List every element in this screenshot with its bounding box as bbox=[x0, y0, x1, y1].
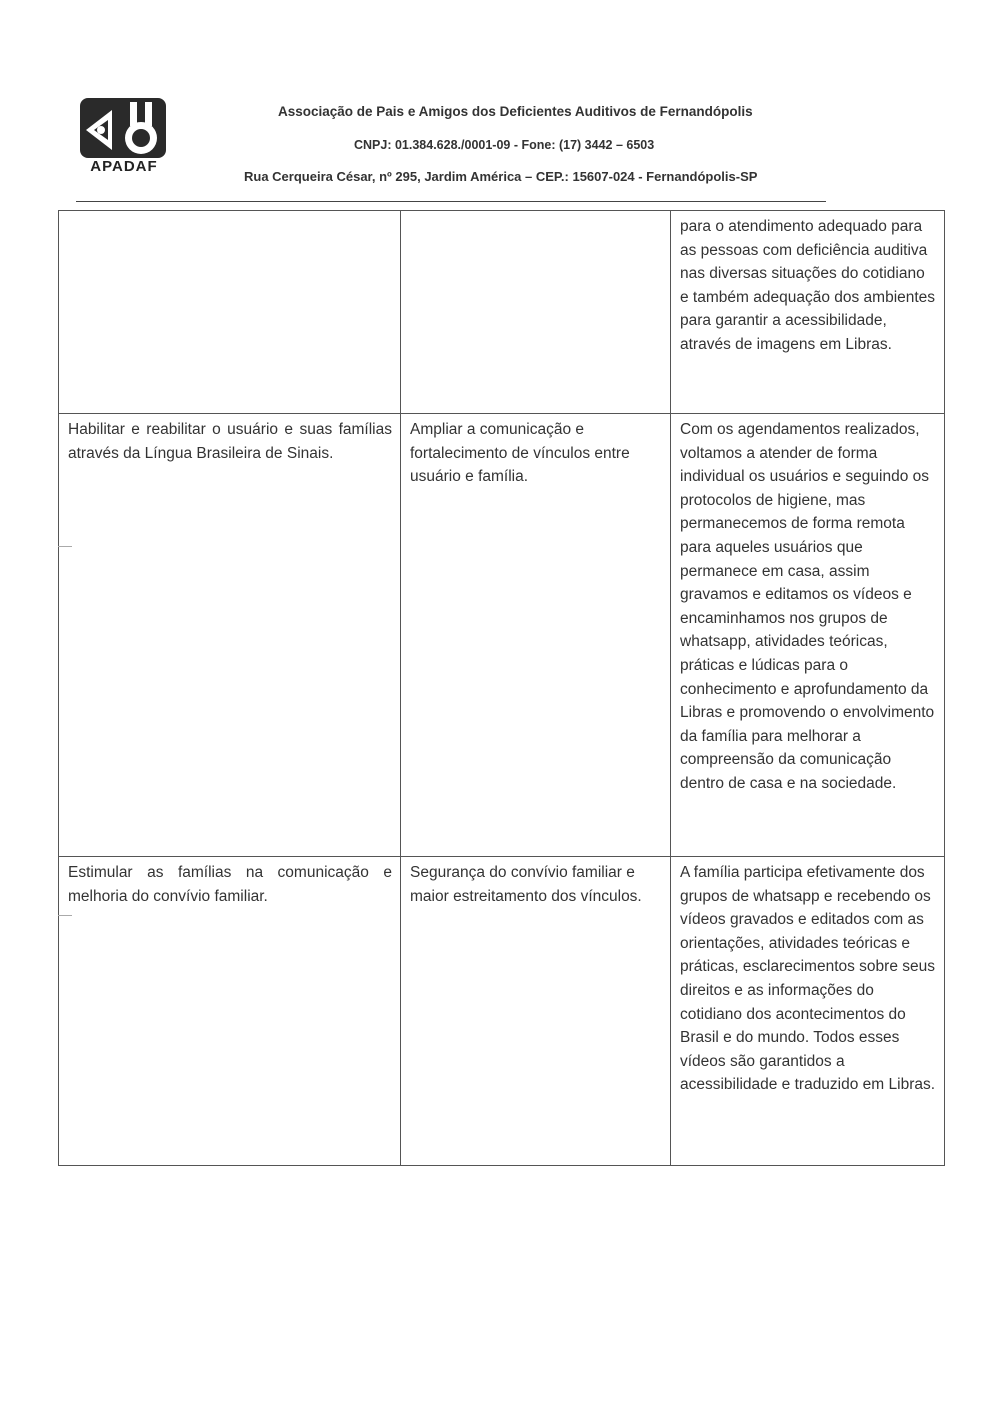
cnpj-phone: CNPJ: 01.384.628./0001-09 - Fone: (17) 3442 – 6503 bbox=[354, 138, 655, 152]
result-text: Ampliar a comunicação e fortalecimento de vínculos entre usuário e família. bbox=[410, 421, 630, 486]
scan-punch-mark bbox=[58, 546, 72, 547]
description-cell bbox=[671, 414, 945, 857]
table-row bbox=[59, 211, 945, 414]
description-text: para o atendimento adequado para as pessoas com deficiência auditiva nas diversas situações do cotidiano e também adequação dos ambientes para garantir a acessibilidade, através de imagens em Libras. bbox=[680, 218, 936, 353]
letterhead bbox=[0, 0, 992, 210]
organization-name: Associação de Pais e Amigos dos Deficientes Auditivos de Fernandópolis bbox=[278, 104, 753, 119]
scan-punch-mark bbox=[58, 915, 72, 916]
apadaf-logo-mark bbox=[78, 96, 170, 160]
table-row bbox=[59, 414, 945, 857]
objective-text: Estimular as famílias na comunicação e melhoria do convívio familiar. bbox=[68, 864, 392, 905]
address: Rua Cerqueira César, nº 295, Jardim América – CEP.: 15607-024 - Fernandópolis-SP bbox=[244, 169, 758, 184]
activities-table bbox=[58, 210, 945, 1166]
description-text: A família participa efetivamente dos grupos de whatsapp e recebendo os vídeos gravados e editados com as orientações, atividades teóricas e práticas, esclarecimentos sobre seus direitos e as informações do cotidiano dos acontecimentos do Brasil e do mundo. Todos esses vídeos são garantidos a acessibilidade e traduzido em Libras. bbox=[680, 864, 936, 1094]
table-row bbox=[59, 857, 945, 1166]
logo-wordmark: APADAF bbox=[90, 158, 158, 175]
result-cell bbox=[401, 211, 671, 414]
objective-cell bbox=[59, 857, 401, 1166]
description-text: Com os agendamentos realizados, voltamos a atender de forma individual os usuários e seguindo os protocolos de higiene, mas permanecemos de forma remota para aqueles usuários que permanece em casa, assim gravamos e editamos os vídeos e encaminhamos nos grupos de whatsapp, atividades teóricas, práticas e lúdicas para o conhecimento e aprofundamento da Libras e promovendo o envolvimento da família para melhorar a compreensão da comunicação dentro de casa e na sociedade. bbox=[680, 421, 935, 792]
result-text: Segurança do convívio familiar e maior estreitamento dos vínculos. bbox=[410, 864, 642, 905]
objective-text: Habilitar e reabilitar o usuário e suas famílias através da Língua Brasileira de Sinais. bbox=[68, 421, 392, 462]
apadaf-logo bbox=[78, 96, 170, 180]
header-divider bbox=[76, 201, 826, 202]
description-cell bbox=[671, 857, 945, 1166]
objective-cell bbox=[59, 211, 401, 414]
result-cell bbox=[401, 414, 671, 857]
objective-cell bbox=[59, 414, 401, 857]
result-cell bbox=[401, 857, 671, 1166]
description-cell bbox=[671, 211, 945, 414]
